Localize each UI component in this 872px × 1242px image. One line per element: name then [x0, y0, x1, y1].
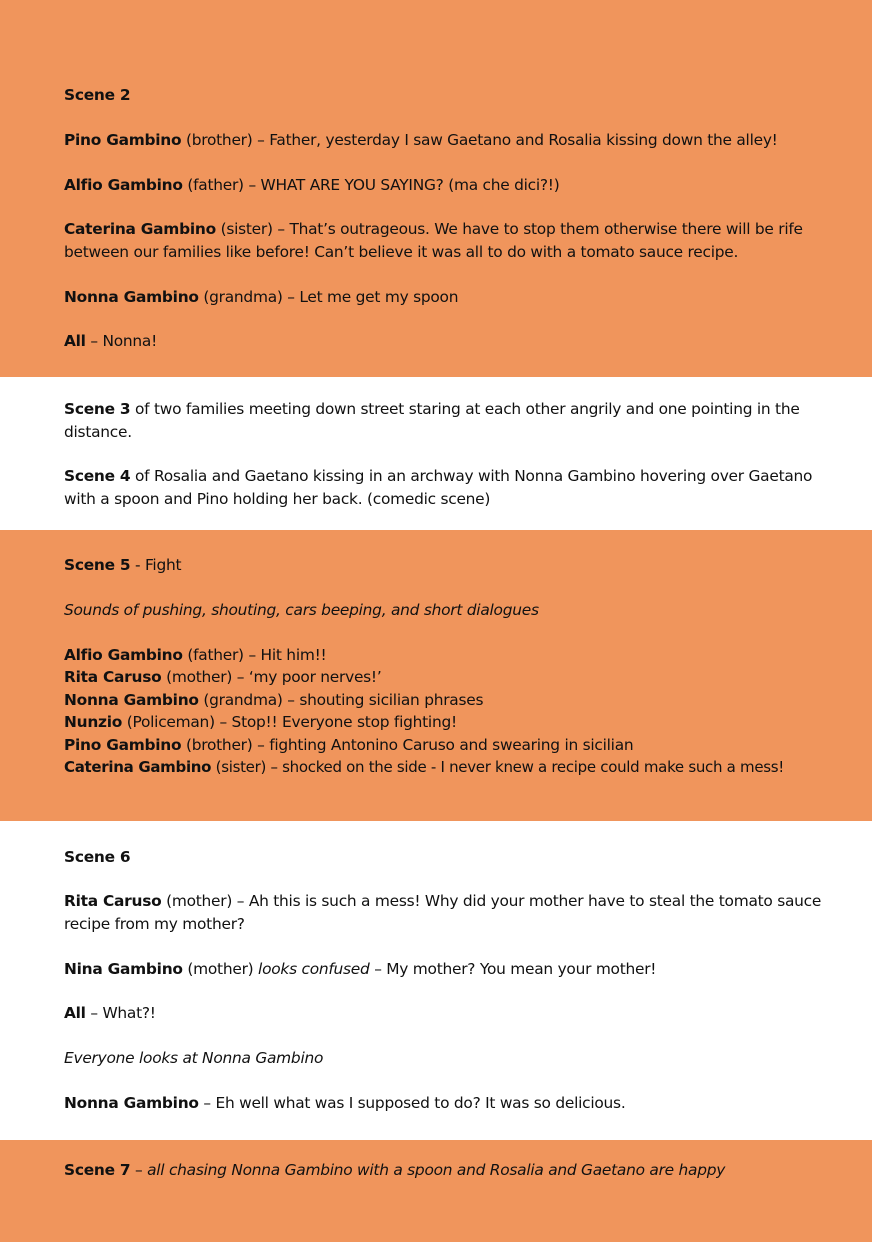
- dialogue-line: [64, 689, 483, 712]
- stage-direction: Everyone looks at Nonna Gambino: [64, 1049, 324, 1067]
- speaker: All: [64, 1004, 86, 1022]
- scene-6-title: Scene 6: [64, 848, 131, 866]
- speaker: Alfio Gambino: [64, 176, 183, 194]
- dialogue-line: Nina Gambino (mother) looks confused – My mother? You mean your mother!: [64, 960, 657, 978]
- dialogue-text: (father) – Hit him!!: [182, 646, 327, 664]
- dialogue-text: (sister) – That’s outrageous. We have to stop them otherwise there will be rife between our families like before! Can’t believe it was all to do with a tomato sauce recipe.: [64, 220, 803, 261]
- speaker: All: [64, 332, 86, 350]
- speaker: Nina Gambino: [64, 960, 183, 978]
- scene-3-description: Scene 3 of two families meeting down street staring at each other angrily and one pointing in the distance.: [64, 400, 800, 441]
- dialogue-text: (brother) – fighting Antonino Caruso and swearing in sicilian: [181, 736, 634, 754]
- dialogue-text: – My mother? You mean your mother!: [369, 960, 657, 978]
- speaker: Alfio Gambino: [64, 646, 183, 664]
- dialogue-line: [64, 218, 836, 263]
- scene-4-description: Scene 4 of Rosalia and Gaetano kissing in an archway with Nonna Gambino hovering over Gaetano with a spoon and Pino holding her back. (comedic scene): [64, 467, 813, 508]
- dialogue-line: [64, 1002, 156, 1025]
- action: looks confused: [258, 960, 370, 978]
- speaker: Nonna Gambino: [64, 1094, 199, 1112]
- speaker: Caterina Gambino: [64, 758, 212, 776]
- speaker: Caterina Gambino: [64, 220, 216, 238]
- scene-4-label: Scene 4: [64, 467, 131, 485]
- dialogue-text: – What?!: [85, 1004, 156, 1022]
- dialogue-line: [64, 890, 836, 935]
- dialogue-text: (mother) – Ah this is such a mess! Why did your mother have to steal the tomato sauce recipe from my mother?: [64, 892, 822, 933]
- dialogue-text: – Eh well what was I supposed to do? It was so delicious.: [198, 1094, 626, 1112]
- dialogue-text: (grandma) – Let me get my spoon: [198, 288, 459, 306]
- scene-7-label: Scene 7: [64, 1161, 131, 1179]
- dialogue-line: [64, 129, 778, 152]
- scene-5-title: Scene 5 - Fight: [64, 556, 182, 574]
- dialogue-text: (mother) – ‘my poor nerves!’: [161, 668, 382, 686]
- dialogue-text: (father) – WHAT ARE YOU SAYING? (ma che dici?!): [182, 176, 560, 194]
- dialogue-line: [64, 666, 382, 689]
- scene-7-description: Scene 7 – all chasing Nonna Gambino with a spoon and Rosalia and Gaetano are happy: [64, 1161, 726, 1179]
- speaker: Rita Caruso: [64, 668, 162, 686]
- dialogue-line: [64, 734, 633, 757]
- dialogue-text: – Nonna!: [85, 332, 157, 350]
- speaker: Nonna Gambino: [64, 288, 199, 306]
- dialogue-text: (brother) – Father, yesterday I saw Gaetano and Rosalia kissing down the alley!: [181, 131, 778, 149]
- scene-7-band: [0, 1140, 872, 1242]
- dialogue-line: [64, 286, 458, 309]
- scene-3-label: Scene 3: [64, 400, 131, 418]
- dialogue-line: [64, 756, 784, 779]
- speaker: Rita Caruso: [64, 892, 162, 910]
- speaker: Pino Gambino: [64, 131, 182, 149]
- speaker: Nonna Gambino: [64, 691, 199, 709]
- dialogue-line: [64, 330, 157, 353]
- speaker: Pino Gambino: [64, 736, 182, 754]
- dialogue-line: [64, 644, 326, 667]
- dialogue-line: [64, 174, 559, 197]
- dialogue-text: (grandma) – shouting sicilian phrases: [198, 691, 484, 709]
- dialogue-text: (sister) – shocked on the side - I never knew a recipe could make such a mess!: [211, 758, 785, 776]
- scene-2-title: Scene 2: [64, 86, 131, 104]
- stage-direction: Sounds of pushing, shouting, cars beeping, and short dialogues: [64, 601, 539, 619]
- dialogue-line: [64, 711, 457, 734]
- dialogue-text: (Policeman) – Stop!! Everyone stop fighting!: [122, 713, 457, 731]
- dialogue-line: [64, 1092, 625, 1115]
- speaker: Nunzio: [64, 713, 123, 731]
